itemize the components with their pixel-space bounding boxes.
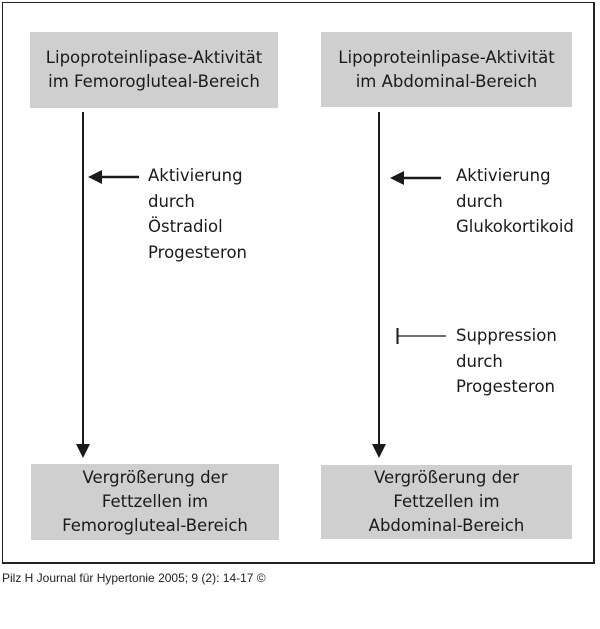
left-top-box-line-1: Lipoproteinlipase-Aktivität xyxy=(45,48,263,67)
left-bottom-box-line-3: Femorogluteal-Bereich xyxy=(62,516,248,535)
right-top-box xyxy=(321,32,572,107)
label-line: Aktivierung xyxy=(148,166,243,185)
left-activation-arrow-icon xyxy=(88,169,140,185)
label-line: Progesteron xyxy=(148,242,247,262)
right-bottom-box xyxy=(321,465,572,539)
right-bottom-box-line-2: Fettzellen im xyxy=(393,492,500,511)
label-line: durch xyxy=(456,351,503,371)
label-line: Suppression xyxy=(456,326,557,345)
label-line: Östradiol xyxy=(148,217,223,236)
right-flow-arrowhead-icon xyxy=(372,444,386,458)
right-flow-line xyxy=(378,112,380,446)
label-line: Glukokortikoid xyxy=(456,217,574,236)
source-caption: Pilz H Journal für Hypertonie 2005; 9 (2): 14-17 © xyxy=(2,571,266,585)
left-flow-arrowhead-icon xyxy=(76,444,90,458)
left-activation-label xyxy=(148,163,247,265)
right-bottom-box-line-1: Vergrößerung der xyxy=(373,468,519,487)
left-top-box-line-2: im Femorogluteal-Bereich xyxy=(48,72,260,91)
left-flow-line xyxy=(82,112,84,446)
right-top-box-line-2: im Abdominal-Bereich xyxy=(355,71,538,91)
right-activation-arrow-icon xyxy=(390,170,442,186)
label-line: durch xyxy=(148,191,195,211)
right-bottom-box-line-3: Abdominal-Bereich xyxy=(368,516,525,535)
right-suppression-bar-icon xyxy=(396,327,448,345)
left-bottom-box xyxy=(31,464,279,540)
label-line: durch xyxy=(456,191,503,211)
left-bottom-box-line-1: Vergrößerung der xyxy=(82,468,228,487)
right-activation-label xyxy=(456,163,574,240)
left-bottom-box-line-2: Fettzellen im xyxy=(101,492,209,511)
label-line: Progesteron xyxy=(456,377,555,396)
label-line: Aktivierung xyxy=(456,166,551,185)
left-top-box xyxy=(30,32,278,108)
right-suppression-label xyxy=(456,323,557,400)
right-top-box-line-1: Lipoproteinlipase-Aktivität xyxy=(338,47,555,67)
